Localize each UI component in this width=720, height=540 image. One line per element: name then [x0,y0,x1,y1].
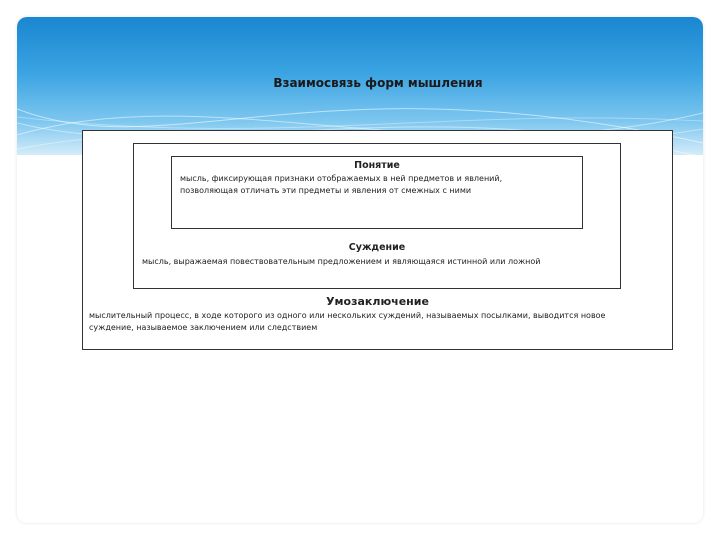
judgment-description: мысль, выражаемая повествовательным предложением и являющаяся истинной или ложной [142,257,541,266]
slide-title: Взаимосвязь форм мышления [273,76,483,90]
inference-description-line2: суждение, называемое заключением или следствием [89,323,318,332]
concept-heading: Понятие [354,160,400,171]
inference-description-line1: мыслительный процесс, в ходе которого из одного или нескольких суждений, называемых посылками, выводится новое [89,311,606,320]
judgment-heading: Суждение [348,242,406,253]
inference-heading: Умозаключение [326,295,429,308]
concept-description-line1: мысль, фиксирующая признаки отображаемых в ней предметов и явлений, [180,174,503,183]
concept-description-line2: позволяющая отличать эти предметы и явления от смежных с ними [180,186,472,195]
